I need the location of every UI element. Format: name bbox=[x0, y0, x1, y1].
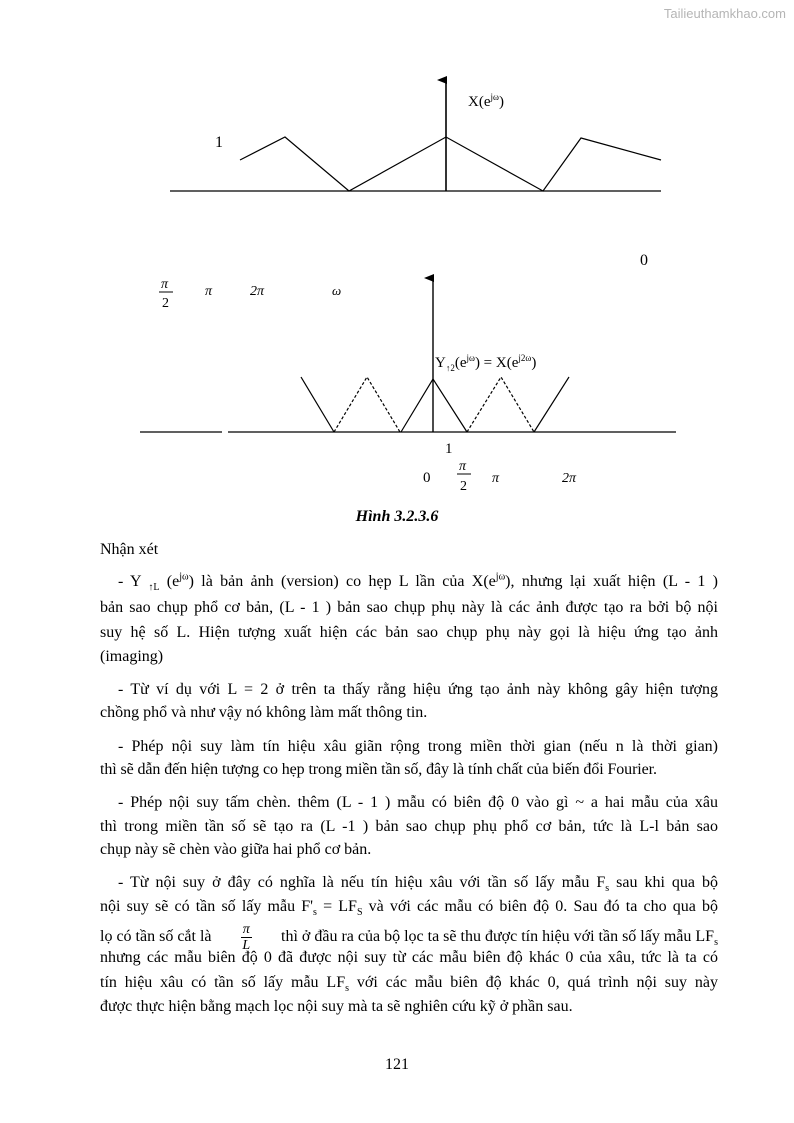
tick-pi: π bbox=[205, 284, 213, 299]
paragraph-line: - Phép nội suy tấm chèn. thêm (L - 1 ) mẫu có biên độ 0 vào gì ~ a hai mẫu của xâu bbox=[118, 794, 718, 811]
paragraph-line: nội suy sẽ có tần số lấy mẫu $F'_s = LF_S$ và với các mẫu có biên độ 0. Sau đó ta cho qua bộ bbox=[100, 898, 718, 919]
tick-2pi: 2π bbox=[250, 284, 265, 299]
paragraph-line: lọ có tần số cắt là $\frac{\pi}{L}$ thì ở đầu ra của bộ lọc ta sẽ thu được tín hiệu với tần số lấy mẫu $LF_s$ bbox=[100, 921, 718, 953]
omega-label: ω bbox=[332, 283, 342, 298]
tick-pi-over-2-den: 2 bbox=[162, 296, 169, 311]
paragraph-line: - Từ ví dụ với L = 2 ở trên ta thấy rằng hiệu ứng tạo ảnh này không gây hiện tượng bbox=[118, 681, 718, 698]
paragraph-line: bản sao chụp phổ cơ bản, (L - 1 ) bản sao chụp phụ này là các ảnh được tạo ra bởi bộ nội bbox=[100, 599, 718, 616]
paragraph-line: được thực hiện bằng mạch lọc nội suy mà ta sẽ nghiên cứu kỹ ở phần sau. bbox=[100, 998, 573, 1015]
top-amplitude-one: 1 bbox=[215, 134, 223, 151]
bottom-tick-2pi: 2π bbox=[562, 471, 577, 486]
section-heading: Nhận xét bbox=[100, 541, 159, 558]
paragraph-line: - Từ nội suy ở đây có nghĩa là nếu tín hiệu xâu với tần số lấy mẫu $F_s$ sau khi qua bộ bbox=[118, 874, 718, 895]
image-dashed-right bbox=[467, 377, 534, 432]
paragraph-line: chồng phổ và như vậy nó không làm mất thông tin. bbox=[100, 704, 428, 721]
paragraph-line: thì trong miền tần số sẽ tạo ra (L -1 ) bản sao chụp phụ phổ cơ bản, tức là L-l bản sao bbox=[100, 818, 718, 835]
top-spectrum-label: $X(e^{j\omega})$ bbox=[468, 92, 504, 110]
paragraph-line: - Y $_{↑L}$ $(e^{j\omega})$ là bản ảnh (version) co hẹp L lần của $X(e^{j\omega})$, nhưng lại xuất hiện (L - 1 ) bbox=[118, 571, 719, 594]
bottom-tick-pi: π bbox=[492, 471, 500, 486]
pi-over-l-fraction: $\frac{\pi}{L}$ bbox=[242, 921, 251, 953]
bottom-zero-label: 0 bbox=[423, 470, 431, 486]
paragraph-line: (imaging) bbox=[100, 648, 164, 665]
paragraph-line: suy hệ số L. Hiện tượng xuất hiện các bản sao chụp phụ này gọi là hiệu ứng tạo ảnh bbox=[100, 624, 718, 641]
paragraph-line: - Phép nội suy làm tín hiệu xâu giãn rộng trong miền thời gian (nếu n là thời gian) bbox=[118, 738, 718, 755]
bottom-tick-pi-over-2-den: 2 bbox=[460, 479, 467, 494]
top-spectrum-x bbox=[240, 137, 661, 191]
bottom-amplitude-one: 1 bbox=[445, 441, 453, 457]
spectrum-solid-left bbox=[301, 377, 334, 432]
spectrum-solid-center bbox=[401, 379, 467, 432]
paragraph-line: chụp này sẽ chèn vào giữa hai phổ cơ bản. bbox=[100, 841, 372, 858]
image-dashed-left bbox=[334, 377, 400, 432]
paragraph-line: thì sẽ dẫn đến hiện tượng co hẹp trong miền tần số, đây là tính chất của biến đổi Fourier. bbox=[100, 761, 657, 778]
watermark: Tailieuthamkhao.com bbox=[663, 6, 786, 21]
bottom-tick-pi-over-2-num: π bbox=[459, 459, 467, 474]
top-zero-label: 0 bbox=[640, 252, 648, 269]
tick-pi-over-2-num: π bbox=[161, 277, 169, 292]
figure-caption: Hình 3.2.3.6 bbox=[355, 508, 439, 525]
paragraph-line: tín hiệu xâu có tần số lấy mẫu $LF_s$ với các mẫu biên độ khác 0, quá trình nội suy này bbox=[100, 974, 718, 995]
bottom-spectrum-label: $Y_{↑2}(e^{j\omega}) = X(e^{j2\omega})$ bbox=[435, 353, 537, 373]
spectrum-solid-right bbox=[534, 377, 569, 432]
page-number: 121 bbox=[385, 1056, 409, 1073]
paragraph-line: nhưng các mẫu biên độ 0 đã được nội suy từ các mẫu biên độ khác 0 của xâu, tức là ta có bbox=[100, 949, 718, 966]
spectrum-figure bbox=[0, 0, 794, 500]
